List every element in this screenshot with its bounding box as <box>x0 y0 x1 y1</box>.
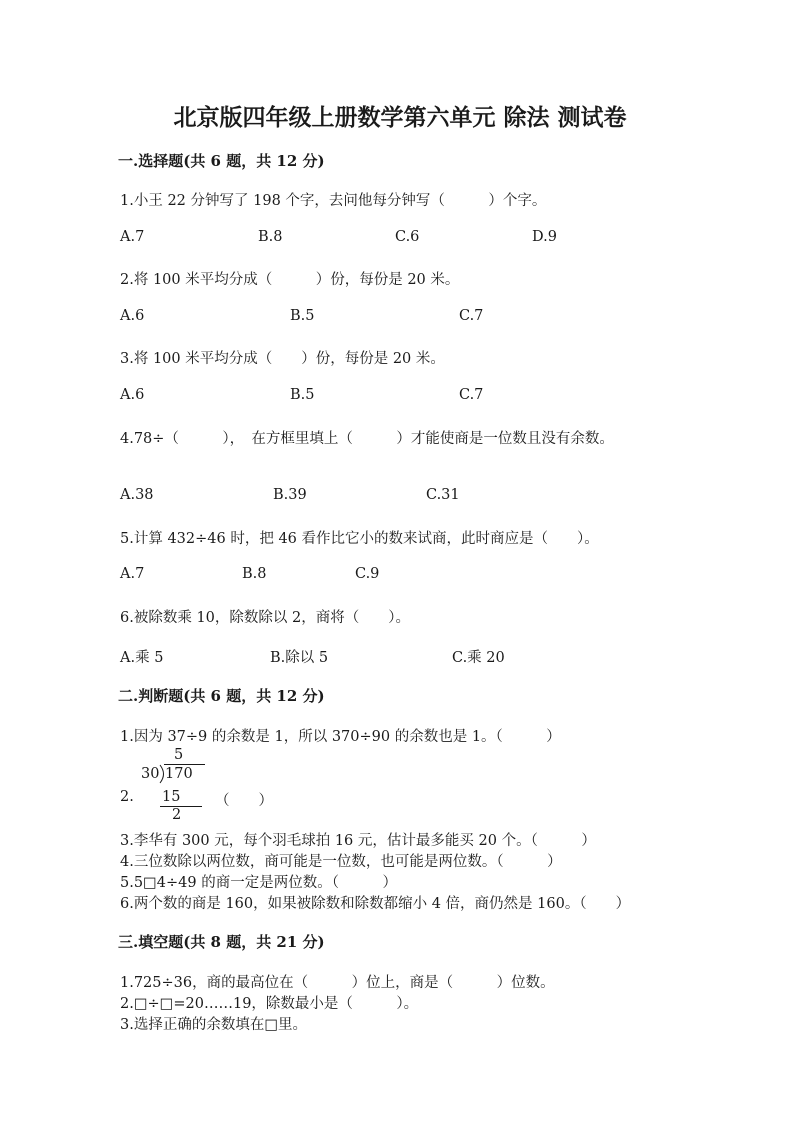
question-text: 2.将 100 米平均分成（ ）份，每份是 20 米。 <box>120 272 460 288</box>
option-a: A.乘 5 <box>120 650 164 666</box>
question-text: 5.计算 432÷46 时，把 46 看作比它小的数来试商，此时商应是（ ）。 <box>120 531 599 547</box>
question-text: 3.李华有 300 元，每个羽毛球拍 16 元，估计最多能买 20 个。（ ） <box>120 833 596 849</box>
question-text: 1.小王 22 分钟写了 198 个字，去问他每分钟写（ ）个字。 <box>120 193 547 209</box>
question-text: 5.5□4÷49 的商一定是两位数。（ ） <box>120 875 397 891</box>
section-heading-choice: 一.选择题(共 6 题，共 12 分) <box>118 152 325 170</box>
question-text: 2.□÷□=20……19，除数最小是（ ）。 <box>120 996 419 1012</box>
option-b: B.8 <box>258 229 283 245</box>
option-a: A.38 <box>120 487 154 503</box>
division-bracket <box>120 747 320 827</box>
option-c: C.9 <box>355 566 380 582</box>
division-product: 15 <box>162 789 181 805</box>
division-dividend: 170 <box>165 766 193 782</box>
question-text: 1.因为 37÷9 的余数是 1，所以 370÷90 的余数也是 1。（ ） <box>120 729 561 745</box>
question-text: 6.被除数乘 10，除数除以 2，商将（ ）。 <box>120 610 410 626</box>
option-b: B.5 <box>290 308 315 324</box>
option-a: A.6 <box>120 387 145 403</box>
question-text: 4.78÷（ ）， 在方框里填上（ ）才能使商是一位数且没有余数。 <box>120 431 614 447</box>
section-heading-judgement: 二.判断题(共 6 题，共 12 分) <box>118 687 325 705</box>
option-b: B.8 <box>242 566 267 582</box>
question-text: 6.两个数的商是 160，如果被除数和除数都缩小 4 倍，商仍然是 160。（ ） <box>120 896 631 912</box>
option-a: A.6 <box>120 308 145 324</box>
division-divisor: 30 <box>141 766 160 782</box>
page-title: 北京版四年级上册数学第六单元 除法 测试卷 <box>173 104 627 131</box>
option-c: C.31 <box>426 487 460 503</box>
option-b: B.39 <box>273 487 307 503</box>
question-text: 4.三位数除以两位数，商可能是一位数，也可能是两位数。（ ） <box>120 854 562 870</box>
option-a: A.7 <box>120 566 145 582</box>
question-text: 3.将 100 米平均分成（ ）份，每份是 20 米。 <box>120 351 445 367</box>
option-d: D.9 <box>532 229 557 245</box>
question-number: 2. <box>120 789 134 805</box>
question-text: 3.选择正确的余数填在□里。 <box>120 1017 308 1033</box>
option-c: C.6 <box>395 229 420 245</box>
section-heading-fill-in: 三.填空题(共 8 题，共 21 分) <box>118 933 325 951</box>
answer-blank: （ ） <box>215 793 273 809</box>
option-c: C.7 <box>459 308 484 324</box>
option-b: B.5 <box>290 387 315 403</box>
option-c: C.7 <box>459 387 484 403</box>
long-division-figure <box>120 747 320 827</box>
question-text: 1.725÷36，商的最高位在（ ）位上，商是（ ）位数。 <box>120 975 555 991</box>
option-a: A.7 <box>120 229 145 245</box>
option-c: C.乘 20 <box>452 650 505 666</box>
division-quotient: 5 <box>174 747 184 763</box>
option-b: B.除以 5 <box>270 650 329 666</box>
division-remainder: 2 <box>172 807 182 823</box>
